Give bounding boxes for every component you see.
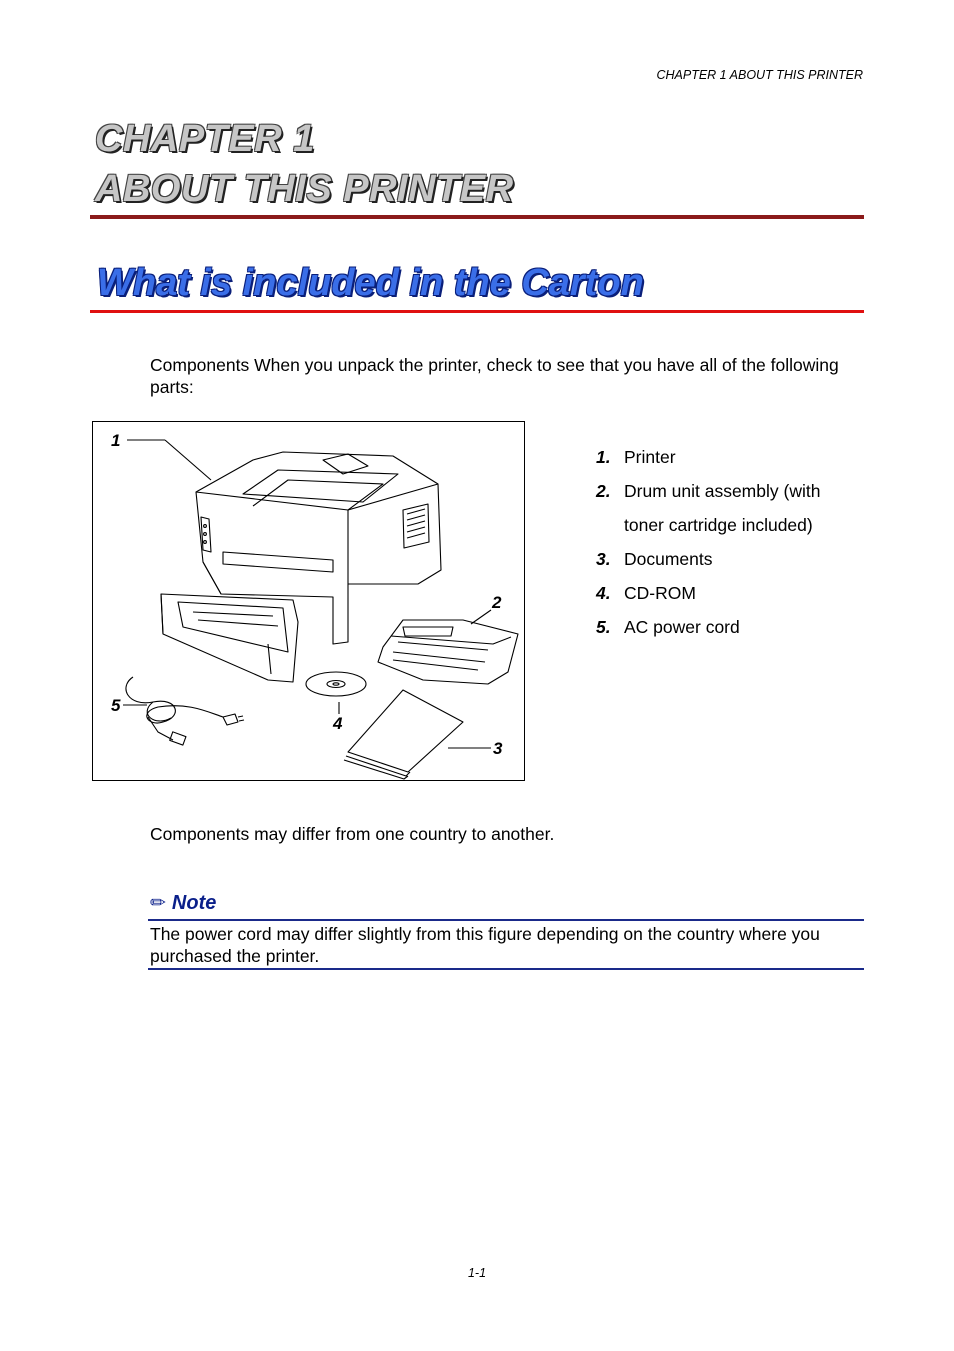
note-title: Note <box>171 892 217 914</box>
printer-components-illustration <box>93 422 524 780</box>
country-difference-text: Components may differ from one country to another. <box>150 824 555 844</box>
page-number: 1-1 <box>467 1266 487 1280</box>
callout-3: 3 <box>493 739 503 758</box>
list-item <box>596 576 866 610</box>
note-bottom-rule <box>148 968 864 970</box>
components-figure <box>92 421 525 781</box>
chapter-divider <box>90 215 864 219</box>
list-item-number: 5. <box>596 616 611 637</box>
list-item-number: 3. <box>596 548 611 569</box>
callout-4: 4 <box>333 714 343 733</box>
list-item-label: Documents <box>624 548 713 569</box>
chapter-title-line1: CHAPTER 1 <box>95 118 315 160</box>
drum-unit-drawing <box>378 620 518 684</box>
parts-list <box>596 440 866 644</box>
list-item-number: 1. <box>596 446 611 467</box>
list-item-label: Printer <box>624 446 676 467</box>
documents-drawing <box>348 690 463 772</box>
intro-paragraph: Components When you unpack the printer, check to see that you have all of the following parts: <box>150 355 839 397</box>
callout-5: 5 <box>111 696 121 715</box>
list-item-label: CD-ROM <box>624 582 696 603</box>
list-item-continuation: toner cartridge included) <box>624 514 813 535</box>
running-header: CHAPTER 1 ABOUT THIS PRINTER <box>656 68 863 82</box>
list-item-number: 2. <box>596 480 611 501</box>
pencil-icon: ✏ <box>150 893 166 914</box>
callout-2: 2 <box>492 593 502 612</box>
list-item-label: Drum unit assembly (with <box>624 480 821 501</box>
power-cord-drawing <box>126 677 223 723</box>
cd-rom-drawing <box>306 672 366 696</box>
section-title: What is included in the Carton <box>97 262 644 304</box>
list-item <box>596 440 866 474</box>
list-item-label: AC power cord <box>624 616 740 637</box>
list-item <box>596 542 866 576</box>
chapter-title-line2: ABOUT THIS PRINTER <box>95 168 514 210</box>
section-divider <box>90 310 864 313</box>
note-body: The power cord may differ slightly from this figure depending on the country where you purchased the printer. <box>150 924 820 966</box>
list-item-number: 4. <box>596 582 611 603</box>
list-item <box>596 610 866 644</box>
note-heading <box>150 892 216 915</box>
callout-1: 1 <box>111 431 121 450</box>
list-item <box>596 474 866 508</box>
note-top-rule <box>148 919 864 921</box>
